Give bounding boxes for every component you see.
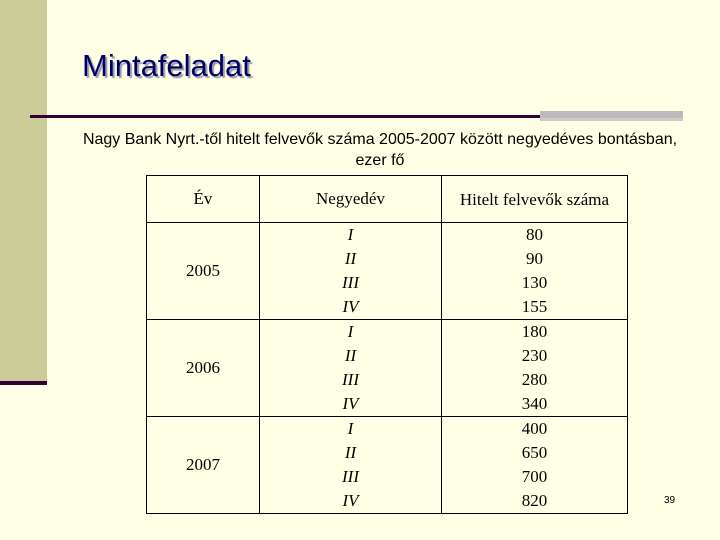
- slide-title: Mintafeladat: [82, 48, 251, 83]
- quarter-label: I: [347, 419, 354, 438]
- year-cell: 2007: [147, 417, 260, 514]
- quarter-label: I: [347, 225, 354, 244]
- quarter-label: IV: [342, 491, 359, 510]
- quarter-label: III: [342, 467, 359, 486]
- table-row: [147, 320, 628, 417]
- count-value: 700: [521, 467, 548, 486]
- count-value: 80: [526, 225, 543, 244]
- side-band-divider: [0, 381, 47, 385]
- count-cell: [442, 223, 628, 320]
- title-underline: [30, 115, 540, 118]
- count-value: 230: [521, 346, 548, 365]
- decorative-side-band: [0, 0, 47, 383]
- page-number: 39: [664, 495, 676, 506]
- quarter-label: IV: [342, 394, 359, 413]
- quarter-label: III: [342, 273, 359, 292]
- year-cell: 2006: [147, 320, 260, 417]
- header-year: Év: [147, 176, 260, 223]
- count-value: 90: [526, 249, 543, 268]
- count-cell: [442, 417, 628, 514]
- table-header-row: [147, 176, 628, 223]
- table-row: [147, 417, 628, 514]
- count-value: 820: [521, 491, 548, 510]
- count-cell: [442, 320, 628, 417]
- quarter-label: II: [344, 346, 357, 365]
- quarter-label: II: [344, 443, 357, 462]
- title-accent-bar-lower: [540, 118, 683, 121]
- title-accent-bar: [540, 111, 683, 118]
- count-value: 155: [521, 297, 548, 316]
- quarter-label: II: [344, 249, 357, 268]
- slide-subtitle: Nagy Bank Nyrt.-től hitelt felvevők száma 2005-2007 között negyedéves bontásban, ezer fő: [82, 131, 678, 169]
- header-quarter: Negyedév: [260, 176, 442, 223]
- count-value: 400: [521, 419, 548, 438]
- quarter-cell: [260, 320, 442, 417]
- year-cell: 2005: [147, 223, 260, 320]
- quarter-cell: [260, 417, 442, 514]
- count-value: 180: [521, 322, 548, 341]
- table-row: [147, 223, 628, 320]
- loan-borrowers-table: [146, 175, 628, 514]
- count-value: 280: [521, 370, 548, 389]
- header-count: Hitelt felvevők száma: [442, 176, 628, 223]
- quarter-cell: [260, 223, 442, 320]
- quarter-label: I: [347, 322, 354, 341]
- count-value: 340: [521, 394, 548, 413]
- count-value: 650: [521, 443, 548, 462]
- count-value: 130: [521, 273, 548, 292]
- quarter-label: IV: [342, 297, 359, 316]
- quarter-label: III: [342, 370, 359, 389]
